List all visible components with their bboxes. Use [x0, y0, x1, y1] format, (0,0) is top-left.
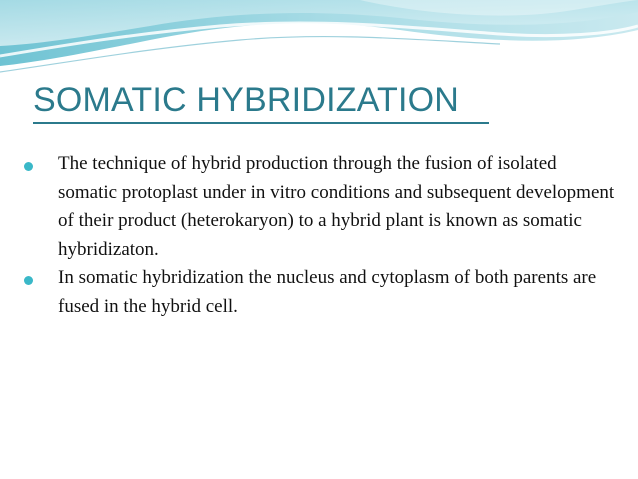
bullet-list: [20, 150, 620, 321]
slide-title: SOMATIC HYBRIDIZATION: [33, 81, 460, 119]
bullet-dot-icon: [24, 162, 33, 171]
title-underline: [33, 122, 489, 124]
bullet-item: [20, 264, 620, 321]
bullet-text: The technique of hybrid production through the fusion of isolated somatic protoplast under in vitro conditions and subsequent development of their product (heterokaryon) to a hybrid plant is known as somatic hybridizaton.: [58, 153, 615, 260]
bullet-dot-icon: [24, 276, 33, 285]
header-wave-decoration: [0, 0, 638, 80]
bullet-text: In somatic hybridization the nucleus and cytoplasm of both parents are fused in the hybrid cell.: [58, 267, 597, 317]
bullet-item: [20, 150, 620, 264]
